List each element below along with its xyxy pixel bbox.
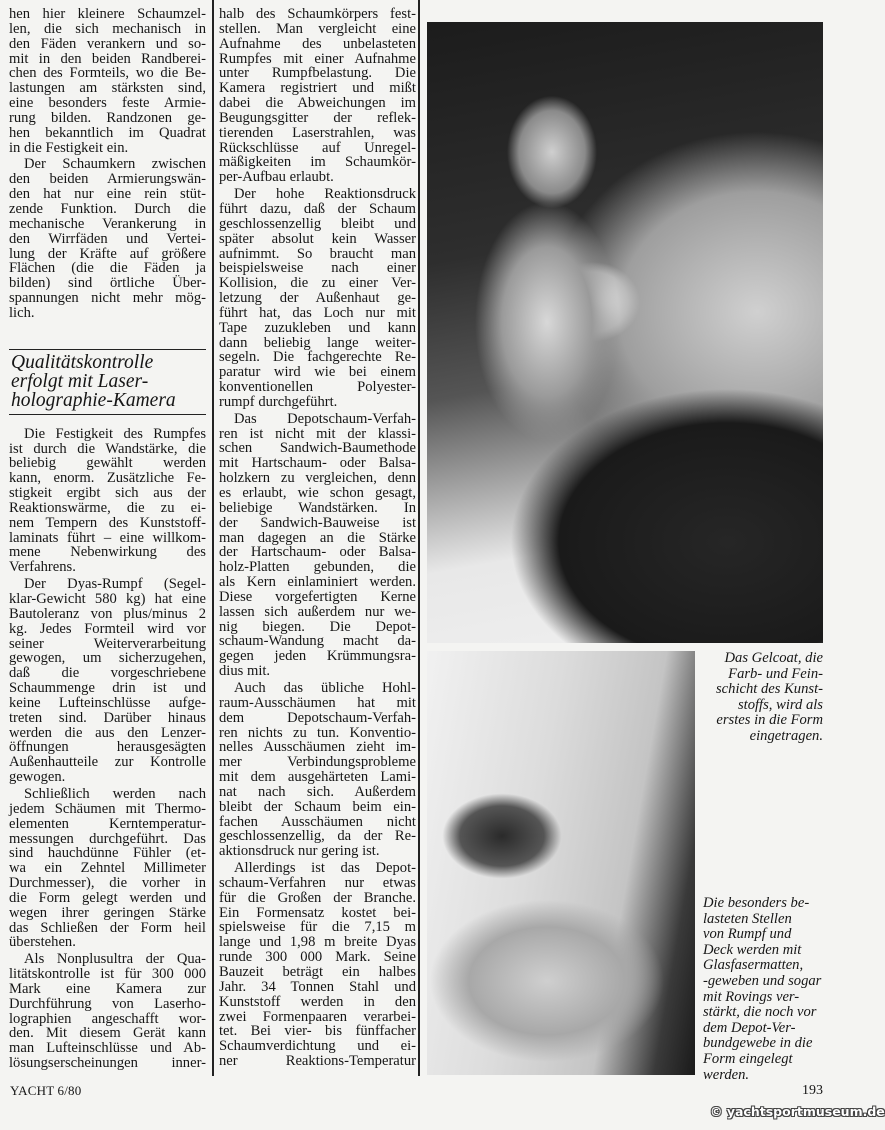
text-line: der Sandwich-Bauweise ist bbox=[219, 514, 416, 531]
text-line: paratur wird wie bei einem bbox=[219, 364, 416, 381]
text-line: die Form gelegt werden und bbox=[9, 889, 206, 906]
text-line: Beugungsgitter der reflek- bbox=[219, 109, 416, 126]
caption-line: werden. bbox=[703, 1066, 750, 1083]
text-line: Reaktionswärme, die zu ei- bbox=[9, 499, 206, 516]
paragraph bbox=[9, 952, 206, 1071]
text-line: rumpf durchgeführt. bbox=[219, 393, 338, 410]
caption-line: eingetragen. bbox=[749, 727, 823, 744]
text-line: mer Verbindungsprobleme bbox=[219, 754, 416, 771]
caption-line: mit Rovings ver- bbox=[703, 988, 800, 1005]
text-line: Verfahrens. bbox=[9, 559, 76, 576]
column-divider bbox=[418, 0, 420, 1076]
text-line: nelles Ausschäumen zieht im- bbox=[219, 739, 416, 756]
text-line: Der Dyas-Rumpf (Segel- bbox=[24, 576, 206, 593]
caption-line: bundgewebe in die bbox=[703, 1035, 813, 1052]
text-line: der Hartschaum- oder Balsa- bbox=[219, 544, 416, 561]
paragraph bbox=[9, 7, 206, 155]
text-line: Kamera registriert und mißt bbox=[219, 80, 416, 97]
text-line: Diese vorgefertigten Kerne bbox=[219, 588, 416, 605]
text-line: Außenhautteile zur Kontrolle bbox=[9, 754, 206, 771]
text-line: dius mit. bbox=[219, 663, 271, 680]
text-line: Durchmesser), die vorher in bbox=[9, 875, 206, 892]
caption-line: Deck werden mit bbox=[703, 941, 802, 958]
text-line: mit Hartschaum- oder Balsa- bbox=[219, 455, 416, 472]
text-line: Schließlich werden nach bbox=[24, 785, 206, 802]
text-line: tet. Bei vier- bis fünffacher bbox=[219, 1023, 416, 1040]
text-line: öffnungen herausgesägten bbox=[9, 739, 206, 756]
text-line: lassen sich außerdem nur we- bbox=[219, 603, 416, 620]
text-line: dem Depotschaum-Verfah- bbox=[219, 709, 416, 726]
text-line: mit dem ausgehärteten Lami- bbox=[219, 769, 416, 786]
text-line: Allerdings ist das Depot- bbox=[234, 860, 416, 877]
paragraph bbox=[9, 787, 206, 950]
text-line: hen bekanntlich im Quadrat bbox=[9, 124, 206, 141]
text-line: unter Rumpfbelastung. Die bbox=[219, 65, 416, 82]
text-line: konventionellen Polyester- bbox=[219, 379, 416, 396]
text-line: es erlaubt, wie schon gesagt, bbox=[219, 485, 416, 501]
photo-worker-applying-gelcoat bbox=[427, 22, 823, 643]
text-line: man Lufteinschlüsse und Ab- bbox=[9, 1040, 206, 1057]
text-line: später absolut kein Wasser bbox=[219, 230, 416, 247]
text-line: gegen jeden Krümmungsra- bbox=[219, 648, 416, 665]
text-line: ren ist nicht mit der klassi- bbox=[219, 425, 416, 442]
text-line: holzkern zu vergleichen, denn bbox=[219, 470, 416, 487]
text-line: beliebig gewählt werden bbox=[9, 455, 206, 472]
text-line: mit in den beiden Randberei- bbox=[9, 50, 206, 67]
text-line: Auch das übliche Hohl- bbox=[234, 679, 416, 696]
text-line: seiner Weiterverarbeitung bbox=[9, 635, 206, 652]
text-line: dabei die Abweichungen im bbox=[219, 95, 416, 112]
text-line: segeln. Die fachgerechte Re- bbox=[219, 349, 416, 366]
photo-hand-laying-glass-fibre bbox=[427, 651, 695, 1075]
text-line: klar-Gewicht 580 kg) hat eine bbox=[9, 591, 206, 607]
text-line: gewogen. bbox=[9, 769, 66, 786]
text-line: litätskontrolle ist für 300 000 bbox=[9, 966, 206, 983]
text-line: raum-Ausschäumen hat mit bbox=[219, 694, 416, 711]
paragraph bbox=[9, 427, 206, 575]
text-line: werden die aus den Lenzer- bbox=[9, 724, 206, 741]
text-line: halb des Schaumkörpers fest- bbox=[219, 6, 416, 22]
text-line: nig biegen. Die Depot- bbox=[219, 618, 416, 635]
caption-line: -geweben und sogar bbox=[703, 972, 822, 989]
text-line: Jahr. 34 Tonnen Stahl und bbox=[219, 978, 416, 995]
text-line: Bauzeit beträgt ein halbes bbox=[219, 964, 416, 980]
text-line: kg. Jedes Formteil wird vor bbox=[9, 620, 206, 637]
text-line: bleibt der Schaum beim ein- bbox=[219, 798, 416, 815]
text-line: Bautoleranz von plus/minus 2 bbox=[9, 605, 206, 622]
text-line: ren nichts zu tun. Konventio- bbox=[219, 724, 416, 741]
caption-line: schicht des Kunst- bbox=[715, 681, 823, 698]
magazine-issue: YACHT 6/80 bbox=[10, 1083, 82, 1098]
text-line: geschlossenzellig bleibt und bbox=[219, 215, 416, 232]
photo1-caption bbox=[700, 651, 823, 745]
text-line: beliebige Wandstärken. In bbox=[219, 499, 416, 516]
text-line: beispielsweise nach einer bbox=[219, 260, 416, 277]
text-line: hen hier kleinere Schaumzel- bbox=[9, 6, 206, 22]
text-line: Als Nonplusultra der Qua- bbox=[24, 951, 206, 968]
text-line: gewogen, um sicherzugehen, bbox=[9, 650, 206, 667]
text-line: Der hohe Reaktionsdruck bbox=[234, 186, 416, 203]
text-line: spannungen nicht mehr mög- bbox=[9, 290, 206, 307]
heading-line: holographie-Kamera bbox=[11, 389, 176, 411]
text-line: man dagegen an die Stärke bbox=[219, 529, 416, 546]
text-line: Kunststoff werden in den bbox=[219, 993, 416, 1010]
text-line: nem Tempern des Kunststoff- bbox=[9, 514, 206, 531]
text-line: lich. bbox=[9, 304, 35, 321]
text-line: den Fäden verankern und so- bbox=[9, 35, 206, 52]
paragraph bbox=[219, 412, 416, 679]
text-line: nat nach sich. Außerdem bbox=[219, 783, 416, 800]
text-line: chen des Formteils, wo die Be- bbox=[9, 65, 206, 82]
text-line: fachen Ausschäumen nicht bbox=[219, 813, 416, 830]
text-line: wegen ihrer geringen Stärke bbox=[9, 904, 206, 921]
text-line: Ein Formensatz kostet bei- bbox=[219, 904, 416, 921]
text-line: den hat nur eine rein stüt- bbox=[9, 186, 206, 203]
text-line: geschlossenzellig, da der Re- bbox=[219, 828, 416, 845]
text-line: keine Lufteinschlüsse aufge- bbox=[9, 694, 206, 711]
text-line: Rumpfes mit einer Aufnahme bbox=[219, 50, 416, 67]
text-line: elementen Kerntemperatur- bbox=[9, 815, 206, 832]
text-line: Tape zuzukleben und kann bbox=[219, 319, 416, 336]
text-line: Schaumverdichtung und ei- bbox=[219, 1038, 416, 1055]
text-column-1 bbox=[9, 7, 206, 1073]
paragraph bbox=[219, 7, 416, 185]
text-line: laminats führt – eine willkom- bbox=[9, 529, 206, 546]
text-line: lographien angeschafft wor- bbox=[9, 1010, 206, 1027]
text-line: Flächen (die die Fäden ja bbox=[9, 260, 206, 277]
text-line: schaum-Verfahren nur etwas bbox=[219, 874, 416, 891]
text-line: daß die vorgeschriebene bbox=[9, 665, 206, 682]
caption-line: lasteten Stellen bbox=[703, 910, 792, 927]
caption-line: Farb- und Fein- bbox=[728, 665, 823, 682]
text-line: eine besonders feste Armie- bbox=[9, 95, 206, 112]
caption-line: stoffs, wird als bbox=[737, 696, 823, 713]
text-line: zende Funktion. Durch die bbox=[9, 200, 206, 217]
text-line: zwei Formenpaaren verarbei- bbox=[219, 1008, 416, 1025]
caption-line: stärkt, die noch vor bbox=[703, 1004, 817, 1021]
text-line: runde 300 000 Mark. Seine bbox=[219, 949, 416, 966]
text-line: Der Schaumkern zwischen bbox=[24, 156, 206, 173]
text-column-2 bbox=[219, 7, 416, 1071]
text-line: treten sind. Darüber hinaus bbox=[9, 709, 206, 726]
text-line: in die Festigkeit ein. bbox=[9, 139, 129, 156]
text-line: rung bilden. Randzonen ge- bbox=[9, 109, 206, 126]
heading-line: erfolgt mit Laser- bbox=[11, 370, 149, 392]
text-line: Das Depotschaum-Verfah- bbox=[234, 410, 416, 427]
text-line: lung der Kräfte auf größere bbox=[9, 245, 206, 262]
text-line: mene Nebenwirkung des bbox=[9, 544, 206, 561]
heading-line: Qualitätskontrolle bbox=[11, 351, 154, 373]
text-line: Mark eine Kamera zur bbox=[9, 980, 206, 997]
text-line: Schaummenge drin ist und bbox=[9, 680, 206, 697]
text-line: den Wirrfäden und Vertei- bbox=[9, 230, 206, 247]
text-line: Rückschlüsse auf Unregel- bbox=[219, 139, 416, 156]
text-line: holz-Platten gebunden, die bbox=[219, 559, 416, 576]
text-line: sind hauchdünne Fühler (et- bbox=[9, 845, 206, 862]
paragraph bbox=[9, 157, 206, 320]
text-line: stigkeit ergibt sich aus der bbox=[9, 485, 206, 502]
text-line: mäßigkeiten im Schaumkör- bbox=[219, 154, 416, 171]
text-line: das Schließen der Form heil bbox=[9, 919, 206, 936]
text-line: kann, enorm. Zusätzliche Fe- bbox=[9, 470, 206, 487]
page-number: 193 bbox=[802, 1083, 823, 1098]
text-line: tierenden Laserstrahlen, was bbox=[219, 124, 416, 141]
caption-line: Das Gelcoat, die bbox=[724, 650, 823, 666]
text-line: dann beliebig lange weiter- bbox=[219, 334, 416, 351]
caption-line: erstes in die Form bbox=[716, 712, 823, 729]
text-line: Die Festigkeit des Rumpfes bbox=[24, 425, 206, 442]
caption-line: Die besonders be- bbox=[703, 895, 810, 911]
text-line: ist durch die Wandstärke, die bbox=[9, 440, 206, 457]
text-line: letzung der Außenhaut ge- bbox=[219, 290, 416, 307]
text-line: len, die sich mechanisch in bbox=[9, 20, 206, 37]
watermark: © yachtsportmuseum.de bbox=[710, 1104, 885, 1119]
caption-line: von Rumpf und bbox=[703, 926, 792, 943]
text-line: den. Mit diesem Gerät kann bbox=[9, 1025, 206, 1042]
text-line: mechanische Verankerung in bbox=[9, 215, 206, 232]
text-line: lange und 1,98 m breite Dyas bbox=[219, 934, 416, 951]
text-line: spielsweise für die 7,15 m bbox=[219, 919, 416, 936]
text-line: schaum-Wandung macht da- bbox=[219, 633, 416, 650]
photo2-caption bbox=[703, 896, 828, 1083]
text-line: Durchführung von Laserho- bbox=[9, 995, 206, 1012]
text-line: jedem Schäumen mit Thermo- bbox=[9, 800, 206, 817]
column-divider bbox=[212, 0, 214, 1076]
caption-line: dem Depot-Ver- bbox=[703, 1019, 796, 1036]
text-line: führt dazu, daß der Schaum bbox=[219, 200, 416, 217]
text-line: aufnimmt. So braucht man bbox=[219, 245, 416, 262]
caption-line: Form eingelegt bbox=[703, 1050, 793, 1067]
section-heading bbox=[9, 349, 206, 415]
text-line: schen Sandwich-Baumethode bbox=[219, 440, 416, 457]
text-line: wa ein Zehntel Millimeter bbox=[9, 860, 206, 877]
text-line: aktionsdruck nur gering ist. bbox=[219, 843, 380, 860]
text-line: als Kern einlaminiert werden. bbox=[219, 574, 416, 591]
text-line: für die Großen der Branche. bbox=[219, 889, 416, 906]
text-line: überstehen. bbox=[9, 934, 76, 951]
paragraph bbox=[219, 681, 416, 859]
paragraph bbox=[9, 577, 206, 785]
text-line: bilden) sind örtliche Über- bbox=[9, 275, 206, 292]
col1-bottom-paragraphs bbox=[9, 427, 206, 1071]
text-line: messungen durchgeführt. Das bbox=[9, 830, 206, 847]
text-line: den beiden Armierungswän- bbox=[9, 171, 206, 188]
text-line: ner Reaktions-Temperatur bbox=[219, 1053, 416, 1070]
col1-top-paragraphs bbox=[9, 7, 206, 321]
text-line: Aufnahme des unbelasteten bbox=[219, 35, 416, 52]
text-line: führt hat, das Loch nur mit bbox=[219, 304, 416, 321]
text-line: stellen. Man vergleicht eine bbox=[219, 20, 416, 37]
text-line: lastungen am stärksten sind, bbox=[9, 80, 206, 97]
caption-line: Glasfasermatten, bbox=[703, 957, 804, 974]
paragraph bbox=[219, 861, 416, 1069]
text-line: lösungserscheinungen inner- bbox=[9, 1055, 206, 1072]
text-line: Kollision, die zu einer Ver- bbox=[219, 275, 416, 292]
text-line: per-Aufbau erlaubt. bbox=[219, 169, 334, 186]
paragraph bbox=[219, 187, 416, 410]
